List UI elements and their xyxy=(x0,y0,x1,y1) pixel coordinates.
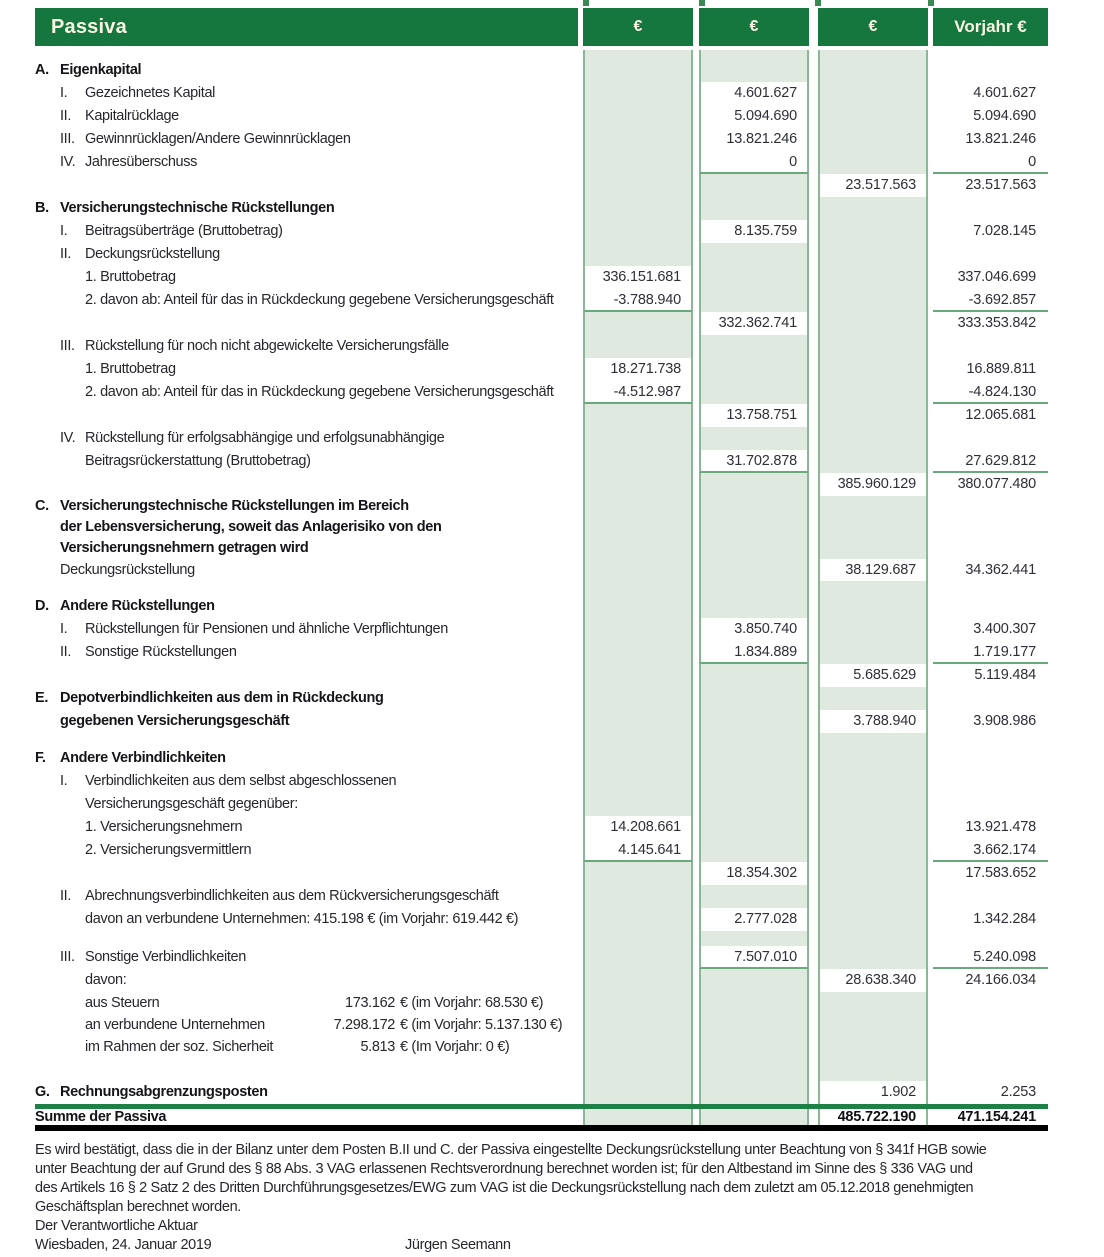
row-prefix: G. xyxy=(35,1084,50,1100)
value-cell-col4: 471.154.241 xyxy=(957,1109,1036,1125)
table-row xyxy=(35,358,1048,381)
value-cell-col2: 5.094.690 xyxy=(699,105,809,128)
value-cell-col4: 380.077.480 xyxy=(957,476,1036,492)
row-prefix: I. xyxy=(60,85,68,101)
davon-label: an verbundene Unternehmen xyxy=(85,1017,265,1033)
davon-amount: 7.298.172 xyxy=(333,1017,395,1033)
value-cell-col4: 13.921.478 xyxy=(965,819,1036,835)
row-label: Rückstellung für erfolgsabhängige und erfolgsunabhängige xyxy=(85,430,445,446)
value-cell-col3: 38.129.687 xyxy=(818,559,928,581)
row-label: Kapitalrücklage xyxy=(85,108,179,124)
table-row xyxy=(35,1036,1048,1058)
row-prefix: III. xyxy=(60,338,75,354)
row-label: Eigenkapital xyxy=(60,62,142,78)
value-cell-col4: 24.166.034 xyxy=(965,972,1036,988)
value-cell-col4: 23.517.563 xyxy=(965,177,1036,193)
table-row xyxy=(35,151,1048,174)
table-row xyxy=(35,1109,1048,1125)
value-cell-col1: -3.788.940 xyxy=(583,289,693,312)
certification-line: des Artikels 16 § 2 Satz 2 des Dritten Durchführungsgesetzes/EWG zum VAG ist die Deckungsrückstellung nach dem zuletzt am 05.12.2018 genehmigten xyxy=(35,1180,974,1196)
row-prefix: C. xyxy=(35,498,49,514)
row-label: gegebenen Versicherungsgeschäft xyxy=(60,713,290,729)
row-prefix: F. xyxy=(35,750,46,766)
table-row xyxy=(35,243,1048,266)
place-date: Wiesbaden, 24. Januar 2019 xyxy=(35,1237,212,1253)
value-cell-col3: 485.722.190 xyxy=(818,1109,928,1125)
table-row xyxy=(35,289,1048,312)
value-cell-col2: 3.850.740 xyxy=(699,618,809,641)
row-label: Versicherungsgeschäft gegenüber: xyxy=(85,796,298,812)
value-cell-col2: 0 xyxy=(699,151,809,174)
row-label: Versicherungsnehmern getragen wird xyxy=(60,540,309,556)
top-tick xyxy=(928,0,934,6)
row-label: 2. Versicherungsvermittlern xyxy=(85,842,252,858)
value-cell-col4: 3.400.307 xyxy=(973,621,1036,637)
value-cell-col4: 2.253 xyxy=(1000,1084,1036,1100)
value-cell-col2: 8.135.759 xyxy=(699,220,809,243)
row-label: Depotverbindlichkeiten aus dem in Rückdeckung xyxy=(60,690,384,706)
table-row xyxy=(35,687,1048,710)
table-row xyxy=(35,816,1048,839)
row-label: 1. Bruttobetrag xyxy=(85,269,176,285)
table-row xyxy=(35,862,1048,885)
davon-label: aus Steuern xyxy=(85,995,160,1011)
row-label: der Lebensversicherung, soweit das Anlagerisiko von den xyxy=(60,519,442,535)
value-cell-col4: 16.889.811 xyxy=(966,361,1036,377)
row-label: 2. davon ab: Anteil für das in Rückdeckung gegebene Versicherungsgeschäft xyxy=(85,384,554,400)
value-cell-col2: 332.362.741 xyxy=(699,312,809,335)
value-cell-col2: 18.354.302 xyxy=(699,862,809,885)
table-row xyxy=(35,517,1048,538)
row-label: davon an verbundene Unternehmen: 415.198 € (im Vorjahr: 619.442 €) xyxy=(85,911,519,927)
row-label: Verbindlichkeiten aus dem selbst abgeschlossenen xyxy=(85,773,397,789)
table-row xyxy=(35,839,1048,862)
value-cell-col3: 28.638.340 xyxy=(818,969,928,992)
table-row xyxy=(35,381,1048,404)
value-cell-col4: 1.719.177 xyxy=(933,641,1048,664)
table-row xyxy=(35,105,1048,128)
table-row xyxy=(35,747,1048,770)
row-label: Beitragsrückerstattung (Bruttobetrag) xyxy=(85,453,311,469)
davon-vorjahr-note: € (Im Vorjahr: 0 €) xyxy=(400,1039,510,1055)
value-cell-col3: 1.902 xyxy=(818,1081,928,1104)
table-row xyxy=(35,1081,1048,1104)
row-label: Deckungsrückstellung xyxy=(60,562,195,578)
table-row xyxy=(35,1014,1048,1036)
table-row xyxy=(35,641,1048,664)
row-label: 2. davon ab: Anteil für das in Rückdeckung gegebene Versicherungsgeschäft xyxy=(85,292,554,308)
value-cell-col4: 27.629.812 xyxy=(933,450,1048,473)
row-label: Rückstellung für noch nicht abgewickelte Versicherungsfälle xyxy=(85,338,449,354)
value-cell-col3: 5.685.629 xyxy=(818,664,928,687)
row-prefix: III. xyxy=(60,949,75,965)
row-prefix: B. xyxy=(35,200,49,216)
table-row xyxy=(35,946,1048,969)
table-row xyxy=(35,793,1048,816)
table-row xyxy=(35,59,1048,82)
value-cell-col2: 13.758.751 xyxy=(699,404,809,427)
value-cell-col4: 5.094.690 xyxy=(973,108,1036,124)
table-row xyxy=(35,559,1048,581)
value-cell-col4: 5.240.098 xyxy=(933,946,1048,969)
value-cell-col4: 0 xyxy=(933,151,1048,174)
value-cell-col2: 4.601.627 xyxy=(699,82,809,105)
table-row xyxy=(35,664,1048,687)
table-row xyxy=(35,266,1048,289)
top-tick xyxy=(583,0,589,6)
value-cell-col2: 7.507.010 xyxy=(699,946,809,969)
value-cell-col3: 23.517.563 xyxy=(818,174,928,197)
column-header-eur-2: € xyxy=(699,8,809,46)
row-label: Gewinnrücklagen/Andere Gewinnrücklagen xyxy=(85,131,351,147)
value-cell-col2: 13.821.246 xyxy=(699,128,809,151)
table-row xyxy=(35,496,1048,517)
row-label: Beitragsüberträge (Bruttobetrag) xyxy=(85,223,283,239)
table-row xyxy=(35,312,1048,335)
table-row xyxy=(35,174,1048,197)
row-prefix: I. xyxy=(60,223,68,239)
row-prefix: D. xyxy=(35,598,49,614)
actuary-signature: Jürgen Seemann xyxy=(405,1237,511,1253)
row-label: Summe der Passiva xyxy=(35,1109,167,1125)
value-cell-col2: 1.834.889 xyxy=(699,641,809,664)
certification-line: unter Beachtung der auf Grund des § 88 Abs. 3 VAG erlassenen Rechtsverordnung berechnet worden ist; für den Altbestand im Sinne des § 336 VAG und xyxy=(35,1161,973,1177)
row-label: Gezeichnetes Kapital xyxy=(85,85,216,101)
row-label: Sonstige Rückstellungen xyxy=(85,644,237,660)
table-row xyxy=(35,220,1048,243)
table-row xyxy=(35,618,1048,641)
row-prefix: II. xyxy=(60,644,72,660)
top-tick xyxy=(815,0,821,6)
row-label: Abrechnungsverbindlichkeiten aus dem Rückversicherungsgeschäft xyxy=(85,888,499,904)
table-row xyxy=(35,197,1048,220)
value-cell-col4: 12.065.681 xyxy=(965,407,1036,423)
row-prefix: I. xyxy=(60,773,68,789)
table-row xyxy=(35,969,1048,992)
davon-vorjahr-note: € (im Vorjahr: 68.530 €) xyxy=(400,995,544,1011)
row-label: Andere Verbindlichkeiten xyxy=(60,750,226,766)
column-header-eur-3: € xyxy=(818,8,928,46)
table-row xyxy=(35,992,1048,1014)
row-prefix: A. xyxy=(35,62,49,78)
value-cell-col1: -4.512.987 xyxy=(583,381,693,404)
bottom-rule-black xyxy=(35,1125,1048,1131)
row-label: Versicherungstechnische Rückstellungen im Bereich xyxy=(60,498,409,514)
column-header-eur-1: € xyxy=(583,8,693,46)
row-prefix: II. xyxy=(60,246,72,262)
table-row xyxy=(35,885,1048,908)
value-cell-col4: 5.119.484 xyxy=(974,667,1036,683)
table-row xyxy=(35,595,1048,618)
table-row xyxy=(35,770,1048,793)
value-cell-col4: 333.353.842 xyxy=(957,315,1036,331)
row-prefix: III. xyxy=(60,131,75,147)
row-label: Deckungsrückstellung xyxy=(85,246,220,262)
row-prefix: IV. xyxy=(60,154,76,170)
row-label: Rechnungsabgrenzungsposten xyxy=(60,1084,268,1100)
column-header-vorjahr: Vorjahr € xyxy=(933,8,1048,46)
value-cell-col2: 2.777.028 xyxy=(699,908,809,931)
table-row xyxy=(35,473,1048,496)
value-cell-col1: 18.271.738 xyxy=(583,358,693,381)
value-cell-col1: 14.208.661 xyxy=(583,816,693,839)
value-cell-col2: 31.702.878 xyxy=(699,450,809,473)
value-cell-col4: 34.362.441 xyxy=(965,562,1036,578)
table-row xyxy=(35,538,1048,559)
davon-vorjahr-note: € (im Vorjahr: 5.137.130 €) xyxy=(400,1017,563,1033)
table-row xyxy=(35,427,1048,450)
value-cell-col4: 1.342.284 xyxy=(973,911,1036,927)
row-label: 1. Versicherungsnehmern xyxy=(85,819,243,835)
row-prefix: IV. xyxy=(60,430,76,446)
table-header-title: Passiva xyxy=(35,8,578,46)
davon-amount: 5.813 xyxy=(360,1039,395,1055)
value-cell-col1: 4.145.641 xyxy=(583,839,693,862)
value-cell-col3: 3.788.940 xyxy=(818,710,928,733)
table-row xyxy=(35,335,1048,358)
footer xyxy=(35,1141,1075,1255)
table-row xyxy=(35,404,1048,427)
certification-line: Es wird bestätigt, dass die in der Bilanz unter dem Posten B.II und C. der Passiva eingestellte Deckungsrückstellung unter Beachtung von § 341f HGB sowie xyxy=(35,1142,987,1158)
row-label: davon: xyxy=(85,972,127,988)
value-cell-col4: 3.908.986 xyxy=(973,713,1036,729)
value-cell-col3: 385.960.129 xyxy=(818,473,928,496)
value-cell-col1: 336.151.681 xyxy=(583,266,693,289)
actuary-title: Der Verantwortliche Aktuar xyxy=(35,1218,198,1234)
table-row xyxy=(35,82,1048,105)
value-cell-col4: -3.692.857 xyxy=(933,289,1048,312)
row-prefix: I. xyxy=(60,621,68,637)
value-cell-col4: 7.028.145 xyxy=(973,223,1036,239)
value-cell-col4: 337.046.699 xyxy=(957,269,1036,285)
row-label: Sonstige Verbindlichkeiten xyxy=(85,949,246,965)
value-cell-col4: 13.821.246 xyxy=(965,131,1036,147)
row-label: 1. Bruttobetrag xyxy=(85,361,176,377)
top-tick xyxy=(699,0,705,6)
row-label: Jahresüberschuss xyxy=(85,154,198,170)
certification-line: Geschäftsplan berechnet worden. xyxy=(35,1199,241,1215)
row-prefix: II. xyxy=(60,888,72,904)
value-cell-col4: -4.824.130 xyxy=(933,381,1048,404)
row-label: Rückstellungen für Pensionen und ähnliche Verpflichtungen xyxy=(85,621,448,637)
davon-amount: 173.162 xyxy=(345,995,395,1011)
row-label: Versicherungstechnische Rückstellungen xyxy=(60,200,335,216)
value-cell-col4: 3.662.174 xyxy=(933,839,1048,862)
row-prefix: II. xyxy=(60,108,72,124)
table-body xyxy=(35,59,1048,1131)
table-row xyxy=(35,450,1048,473)
table-row xyxy=(35,128,1048,151)
value-cell-col4: 17.583.652 xyxy=(965,865,1036,881)
row-label: Andere Rückstellungen xyxy=(60,598,215,614)
row-prefix: E. xyxy=(35,690,48,706)
davon-label: im Rahmen der soz. Sicherheit xyxy=(85,1039,274,1055)
table-row xyxy=(35,710,1048,733)
value-cell-col4: 4.601.627 xyxy=(973,85,1036,101)
table-row xyxy=(35,908,1048,931)
